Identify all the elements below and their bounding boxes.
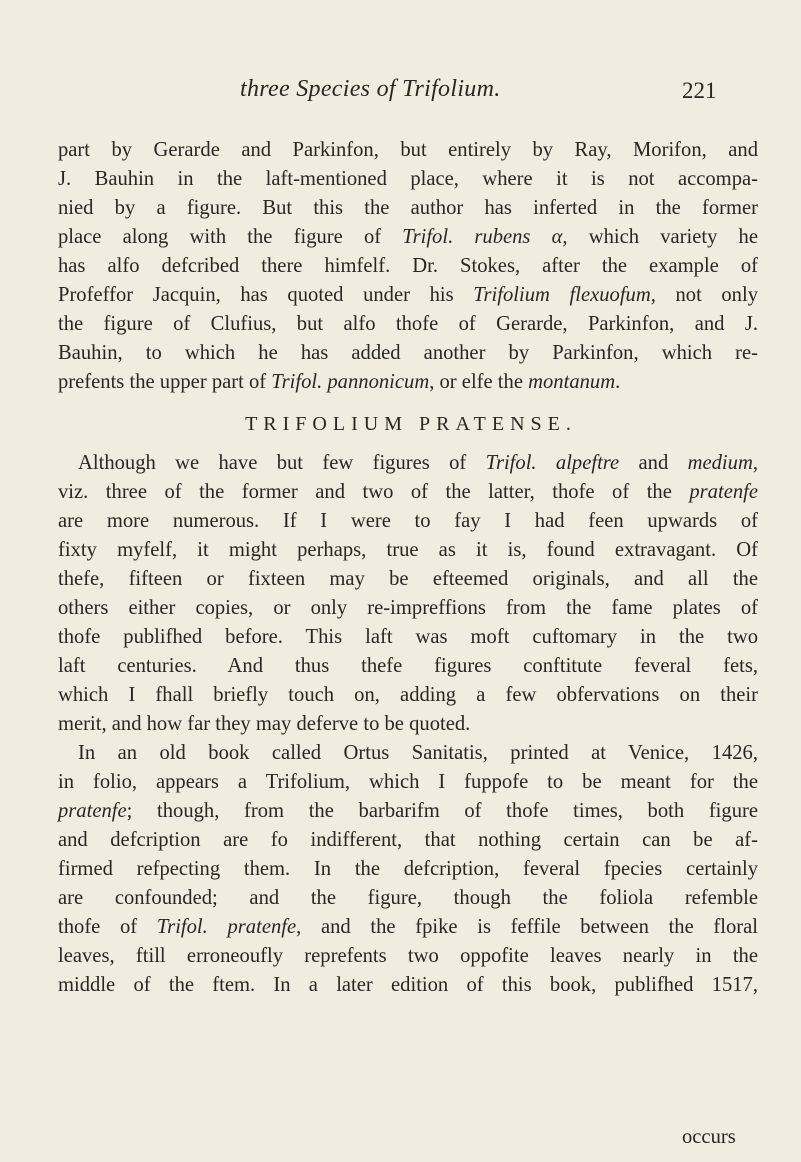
text-line: are more numerous. If I were to fay I had feen upwards of: [58, 510, 758, 532]
text-line: Bauhin, to which he has added another by Parkinfon, which re-: [58, 342, 758, 364]
text-line: place along with the figure of Trifol. rubens α, which variety he: [58, 226, 758, 248]
text-line: In an old book called Ortus Sanitatis, printed at Venice, 1426,: [78, 742, 758, 764]
page-number: 221: [682, 78, 717, 103]
text-line: pratenfe; though, from the barbarifm of thofe times, both figure: [58, 800, 758, 822]
text-line: in folio, appears a Trifolium, which I fuppofe to be meant for the: [58, 771, 758, 793]
body-text: [58, 136, 758, 1000]
text-line: thefe, fifteen or fixteen may be efteemed originals, and all the: [58, 568, 758, 590]
text-line: which I fhall briefly touch on, adding a few obfervations on their: [58, 684, 758, 706]
text-line: leaves, ftill erroneoufly reprefents two oppofite leaves nearly in the: [58, 945, 758, 967]
text-line: thofe of Trifol. pratenfe, and the fpike is feffile between the floral: [58, 916, 759, 938]
text-line: are confounded; and the figure, though the foliola refemble: [58, 887, 758, 909]
text-line: Although we have but few figures of Trifol. alpeftre and medium,: [78, 452, 758, 474]
text-line: part by Gerarde and Parkinfon, but entirely by Ray, Morifon, and: [58, 139, 758, 161]
running-title: three Species of Trifolium.: [240, 76, 501, 102]
text-line: merit, and how far they may deferve to be quoted.: [58, 713, 471, 735]
text-line: has alfo defcribed there himfelf. Dr. Stokes, after the example of: [58, 255, 758, 277]
text-line: the figure of Clufius, but alfo thofe of Gerarde, Parkinfon, and J.: [58, 313, 758, 335]
text-line: prefents the upper part of Trifol. pannonicum, or elfe the montanum.: [58, 371, 621, 393]
paragraph-continued: [58, 136, 758, 397]
paragraph: [58, 449, 758, 739]
text-line: laft centuries. And thus thefe figures conftitute feveral fets,: [58, 655, 758, 677]
page-header: [0, 74, 801, 110]
catchword: occurs: [682, 1126, 736, 1148]
text-line: Profeffor Jacquin, has quoted under his Trifolium flexuofum, not only: [58, 284, 759, 306]
paragraph: [58, 739, 758, 1000]
text-line: others either copies, or only re-impreffions from the fame plates of: [58, 597, 758, 619]
text-line: middle of the ftem. In a later edition of this book, publifhed 1517,: [58, 974, 758, 996]
text-line: nied by a figure. But this the author has inferted in the former: [58, 197, 758, 219]
text-line: firmed refpecting them. In the defcription, feveral fpecies certainly: [58, 858, 758, 880]
text-line: fixty myfelf, it might perhaps, true as it is, found extravagant. Of: [58, 539, 758, 561]
section-heading: TRIFOLIUM PRATENSE.: [245, 413, 577, 435]
text-line: thofe publifhed before. This laft was moft cuftomary in the two: [58, 626, 758, 648]
text-line: and defcription are fo indifferent, that nothing certain can be af-: [58, 829, 758, 851]
text-line: viz. three of the former and two of the latter, thofe of the pratenfe: [58, 481, 758, 503]
text-line: J. Bauhin in the laft-mentioned place, where it is not accompa-: [58, 168, 758, 190]
